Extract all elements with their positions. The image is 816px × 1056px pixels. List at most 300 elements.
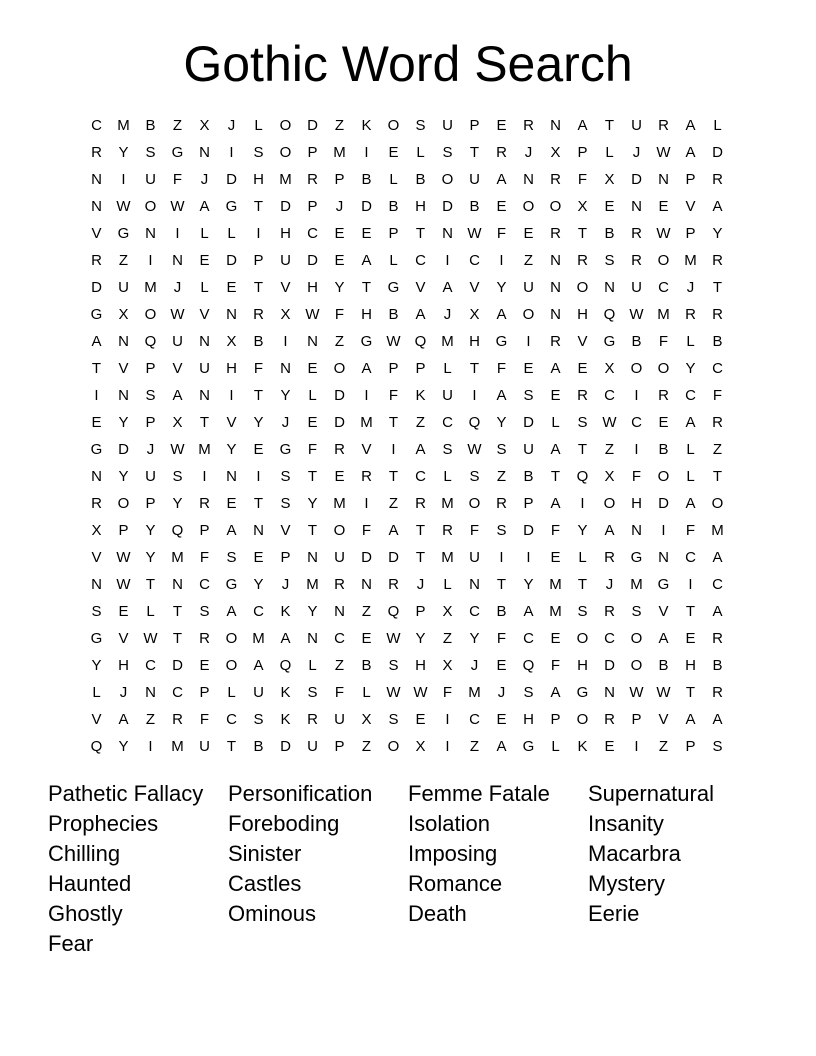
grid-letter[interactable]: M xyxy=(441,495,454,512)
grid-letter[interactable]: P xyxy=(685,738,696,755)
grid-letter[interactable]: U xyxy=(145,171,156,188)
grid-letter[interactable]: H xyxy=(577,306,588,323)
grid-letter[interactable]: X xyxy=(442,603,453,620)
grid-letter[interactable]: C xyxy=(91,117,102,134)
grid-letter[interactable]: Y xyxy=(91,657,102,674)
grid-letter[interactable]: W xyxy=(629,684,644,701)
grid-letter[interactable]: M xyxy=(198,441,211,458)
grid-letter[interactable]: B xyxy=(658,657,669,674)
grid-letter[interactable]: R xyxy=(91,252,102,269)
grid-letter[interactable]: V xyxy=(226,414,237,431)
grid-letter[interactable]: U xyxy=(145,468,156,485)
grid-letter[interactable]: I xyxy=(580,495,585,512)
grid-letter[interactable]: G xyxy=(522,738,535,755)
grid-letter[interactable]: N xyxy=(199,144,210,161)
grid-letter[interactable]: A xyxy=(442,279,453,296)
grid-letter[interactable]: Z xyxy=(172,117,183,134)
grid-letter[interactable]: D xyxy=(91,279,102,296)
grid-letter[interactable]: Y xyxy=(172,495,183,512)
grid-letter[interactable]: N xyxy=(253,522,264,539)
grid-letter[interactable]: D xyxy=(226,171,237,188)
grid-letter[interactable]: X xyxy=(604,468,615,485)
grid-letter[interactable]: O xyxy=(333,360,346,377)
grid-letter[interactable]: T xyxy=(253,387,264,404)
grid-letter[interactable]: Z xyxy=(334,657,345,674)
grid-letter[interactable]: L xyxy=(227,225,236,242)
grid-letter[interactable]: R xyxy=(604,603,615,620)
grid-letter[interactable]: T xyxy=(604,117,615,134)
grid-letter[interactable]: E xyxy=(253,441,264,458)
grid-letter[interactable]: O xyxy=(144,306,157,323)
grid-letter[interactable]: W xyxy=(170,441,185,458)
grid-letter[interactable]: L xyxy=(443,360,452,377)
grid-letter[interactable]: L xyxy=(416,144,425,161)
grid-letter[interactable]: N xyxy=(442,225,453,242)
grid-letter[interactable]: J xyxy=(173,279,182,296)
grid-letter[interactable]: E xyxy=(199,657,210,674)
grid-letter[interactable]: F xyxy=(631,468,642,485)
grid-letter[interactable]: A xyxy=(361,360,372,377)
grid-letter[interactable]: W xyxy=(467,225,482,242)
grid-letter[interactable]: P xyxy=(145,414,156,431)
grid-letter[interactable]: I xyxy=(472,387,477,404)
grid-letter[interactable]: Q xyxy=(144,333,157,350)
grid-letter[interactable]: P xyxy=(253,252,264,269)
grid-letter[interactable]: D xyxy=(712,144,723,161)
grid-letter[interactable]: O xyxy=(279,144,292,161)
grid-letter[interactable]: N xyxy=(172,252,183,269)
grid-letter[interactable]: A xyxy=(658,630,669,647)
grid-letter[interactable]: H xyxy=(577,657,588,674)
grid-letter[interactable]: W xyxy=(656,684,671,701)
grid-letter[interactable]: I xyxy=(499,549,504,566)
grid-letter[interactable]: O xyxy=(576,630,589,647)
grid-letter[interactable]: N xyxy=(172,576,183,593)
grid-letter[interactable]: W xyxy=(656,144,671,161)
grid-letter[interactable]: I xyxy=(256,225,261,242)
grid-letter[interactable]: R xyxy=(658,117,669,134)
grid-letter[interactable]: H xyxy=(226,360,237,377)
grid-letter[interactable]: N xyxy=(118,333,129,350)
grid-letter[interactable]: T xyxy=(253,279,264,296)
grid-letter[interactable]: A xyxy=(604,522,615,539)
grid-letter[interactable]: S xyxy=(145,144,156,161)
grid-letter[interactable]: Z xyxy=(442,630,453,647)
grid-letter[interactable]: A xyxy=(226,522,237,539)
grid-letter[interactable]: U xyxy=(442,387,453,404)
grid-letter[interactable]: V xyxy=(91,225,102,242)
grid-letter[interactable]: F xyxy=(442,684,453,701)
grid-letter[interactable]: Z xyxy=(415,414,426,431)
grid-letter[interactable]: A xyxy=(496,306,507,323)
grid-letter[interactable]: W xyxy=(116,198,131,215)
grid-letter[interactable]: O xyxy=(657,360,670,377)
grid-letter[interactable]: M xyxy=(630,576,643,593)
grid-letter[interactable]: W xyxy=(116,549,131,566)
grid-letter[interactable]: L xyxy=(443,468,452,485)
grid-letter[interactable]: D xyxy=(631,171,642,188)
grid-letter[interactable]: D xyxy=(361,549,372,566)
grid-letter[interactable]: B xyxy=(388,198,399,215)
grid-letter[interactable]: P xyxy=(631,711,642,728)
grid-letter[interactable]: P xyxy=(415,603,426,620)
grid-letter[interactable]: Y xyxy=(145,549,156,566)
grid-letter[interactable]: C xyxy=(658,279,669,296)
grid-letter[interactable]: E xyxy=(550,630,561,647)
grid-letter[interactable]: I xyxy=(121,171,126,188)
grid-letter[interactable]: R xyxy=(334,576,345,593)
grid-letter[interactable]: G xyxy=(90,630,103,647)
grid-letter[interactable]: C xyxy=(442,414,453,431)
grid-letter[interactable]: F xyxy=(550,522,561,539)
grid-letter[interactable]: J xyxy=(281,414,290,431)
grid-letter[interactable]: M xyxy=(684,252,697,269)
grid-letter[interactable]: L xyxy=(200,225,209,242)
grid-letter[interactable]: S xyxy=(442,441,453,458)
grid-letter[interactable]: F xyxy=(334,306,345,323)
grid-letter[interactable]: E xyxy=(496,711,507,728)
grid-letter[interactable]: S xyxy=(280,495,291,512)
grid-letter[interactable]: J xyxy=(470,657,479,674)
grid-letter[interactable]: R xyxy=(361,468,372,485)
grid-letter[interactable]: I xyxy=(634,387,639,404)
grid-letter[interactable]: R xyxy=(550,333,561,350)
grid-letter[interactable]: G xyxy=(171,144,184,161)
grid-letter[interactable]: T xyxy=(685,603,696,620)
grid-letter[interactable]: G xyxy=(630,549,643,566)
grid-letter[interactable]: Y xyxy=(712,225,723,242)
grid-letter[interactable]: R xyxy=(604,549,615,566)
grid-letter[interactable]: V xyxy=(280,279,291,296)
grid-letter[interactable]: F xyxy=(334,684,345,701)
grid-letter[interactable]: G xyxy=(117,225,130,242)
grid-letter[interactable]: M xyxy=(360,414,373,431)
grid-letter[interactable]: R xyxy=(550,225,561,242)
grid-letter[interactable]: N xyxy=(199,387,210,404)
grid-letter[interactable]: G xyxy=(576,684,589,701)
grid-letter[interactable]: V xyxy=(172,360,183,377)
grid-letter[interactable]: C xyxy=(415,468,426,485)
grid-letter[interactable]: K xyxy=(577,738,588,755)
grid-letter[interactable]: R xyxy=(523,117,534,134)
grid-letter[interactable]: D xyxy=(334,387,345,404)
grid-letter[interactable]: I xyxy=(634,441,639,458)
grid-letter[interactable]: Z xyxy=(469,738,480,755)
grid-letter[interactable]: L xyxy=(308,657,317,674)
grid-letter[interactable]: I xyxy=(364,495,369,512)
grid-letter[interactable]: C xyxy=(334,630,345,647)
grid-letter[interactable]: E xyxy=(334,252,345,269)
grid-letter[interactable]: S xyxy=(91,603,102,620)
grid-letter[interactable]: D xyxy=(658,495,669,512)
grid-letter[interactable]: W xyxy=(413,684,428,701)
grid-letter[interactable]: N xyxy=(631,522,642,539)
grid-letter[interactable]: I xyxy=(634,738,639,755)
grid-letter[interactable]: J xyxy=(335,198,344,215)
grid-letter[interactable]: C xyxy=(469,711,480,728)
grid-letter[interactable]: R xyxy=(685,306,696,323)
grid-letter[interactable]: J xyxy=(416,576,425,593)
grid-letter[interactable]: K xyxy=(280,603,291,620)
grid-letter[interactable]: A xyxy=(712,549,723,566)
grid-letter[interactable]: B xyxy=(361,171,372,188)
grid-letter[interactable]: I xyxy=(94,387,99,404)
grid-letter[interactable]: S xyxy=(631,603,642,620)
grid-letter[interactable]: W xyxy=(116,576,131,593)
grid-letter[interactable]: U xyxy=(199,360,210,377)
grid-letter[interactable]: K xyxy=(280,711,291,728)
grid-letter[interactable]: A xyxy=(712,711,723,728)
grid-letter[interactable]: V xyxy=(685,198,696,215)
grid-letter[interactable]: F xyxy=(361,522,372,539)
grid-letter[interactable]: E xyxy=(226,279,237,296)
grid-letter[interactable]: B xyxy=(253,738,264,755)
grid-letter[interactable]: L xyxy=(254,117,263,134)
grid-letter[interactable]: N xyxy=(226,306,237,323)
grid-letter[interactable]: Q xyxy=(279,657,292,674)
grid-letter[interactable]: T xyxy=(712,279,723,296)
grid-letter[interactable]: B xyxy=(658,441,669,458)
grid-letter[interactable]: A xyxy=(685,414,696,431)
grid-letter[interactable]: G xyxy=(657,576,670,593)
grid-letter[interactable]: R xyxy=(712,684,723,701)
grid-letter[interactable]: B xyxy=(145,117,156,134)
grid-letter[interactable]: T xyxy=(685,684,696,701)
grid-letter[interactable]: P xyxy=(145,360,156,377)
grid-letter[interactable]: E xyxy=(307,414,318,431)
grid-letter[interactable]: G xyxy=(603,333,616,350)
grid-letter[interactable]: B xyxy=(388,306,399,323)
grid-letter[interactable]: G xyxy=(279,441,292,458)
grid-letter[interactable]: M xyxy=(144,279,157,296)
grid-letter[interactable]: Z xyxy=(361,738,372,755)
grid-letter[interactable]: T xyxy=(415,522,426,539)
grid-letter[interactable]: O xyxy=(630,360,643,377)
grid-letter[interactable]: P xyxy=(469,117,480,134)
grid-letter[interactable]: Y xyxy=(685,360,696,377)
grid-letter[interactable]: N xyxy=(550,252,561,269)
grid-letter[interactable]: R xyxy=(334,441,345,458)
grid-letter[interactable]: B xyxy=(523,468,534,485)
grid-letter[interactable]: R xyxy=(172,711,183,728)
grid-letter[interactable]: C xyxy=(307,225,318,242)
grid-letter[interactable]: X xyxy=(118,306,129,323)
grid-letter[interactable]: E xyxy=(523,225,534,242)
grid-letter[interactable]: K xyxy=(361,117,372,134)
grid-letter[interactable]: K xyxy=(280,684,291,701)
grid-letter[interactable]: T xyxy=(388,468,399,485)
grid-letter[interactable]: F xyxy=(712,387,723,404)
grid-letter[interactable]: D xyxy=(334,414,345,431)
grid-letter[interactable]: Y xyxy=(280,387,291,404)
grid-letter[interactable]: E xyxy=(334,225,345,242)
grid-letter[interactable]: G xyxy=(360,333,373,350)
grid-letter[interactable]: S xyxy=(415,117,426,134)
grid-letter[interactable]: S xyxy=(577,603,588,620)
grid-letter[interactable]: F xyxy=(496,360,507,377)
grid-letter[interactable]: E xyxy=(199,252,210,269)
grid-letter[interactable]: N xyxy=(91,198,102,215)
grid-letter[interactable]: B xyxy=(604,225,615,242)
grid-letter[interactable]: I xyxy=(445,711,450,728)
grid-letter[interactable]: Z xyxy=(604,441,615,458)
grid-letter[interactable]: Z xyxy=(118,252,129,269)
grid-letter[interactable]: M xyxy=(279,171,292,188)
grid-letter[interactable]: R xyxy=(712,630,723,647)
grid-letter[interactable]: D xyxy=(307,252,318,269)
grid-letter[interactable]: E xyxy=(496,117,507,134)
grid-letter[interactable]: M xyxy=(117,117,130,134)
grid-letter[interactable]: M xyxy=(468,684,481,701)
grid-letter[interactable]: Y xyxy=(469,630,480,647)
grid-letter[interactable]: N xyxy=(145,684,156,701)
grid-letter[interactable]: G xyxy=(387,279,400,296)
grid-letter[interactable]: E xyxy=(550,387,561,404)
grid-letter[interactable]: B xyxy=(712,333,723,350)
grid-letter[interactable]: A xyxy=(685,144,696,161)
grid-letter[interactable]: H xyxy=(280,225,291,242)
grid-letter[interactable]: A xyxy=(523,603,534,620)
grid-letter[interactable]: Q xyxy=(387,603,400,620)
grid-letter[interactable]: C xyxy=(604,387,615,404)
grid-letter[interactable]: O xyxy=(441,171,454,188)
grid-letter[interactable]: R xyxy=(388,576,399,593)
grid-letter[interactable]: L xyxy=(686,468,695,485)
grid-letter[interactable]: U xyxy=(523,279,534,296)
grid-letter[interactable]: Y xyxy=(307,495,318,512)
grid-letter[interactable]: U xyxy=(172,333,183,350)
grid-letter[interactable]: O xyxy=(630,630,643,647)
grid-letter[interactable]: H xyxy=(415,657,426,674)
grid-letter[interactable]: W xyxy=(143,630,158,647)
grid-letter[interactable]: B xyxy=(415,171,426,188)
grid-letter[interactable]: H xyxy=(361,306,372,323)
grid-letter[interactable]: H xyxy=(253,171,264,188)
grid-letter[interactable]: L xyxy=(92,684,101,701)
grid-letter[interactable]: Q xyxy=(468,414,481,431)
grid-letter[interactable]: M xyxy=(657,306,670,323)
grid-letter[interactable]: F xyxy=(685,522,696,539)
grid-letter[interactable]: D xyxy=(118,441,129,458)
grid-letter[interactable]: S xyxy=(712,738,723,755)
grid-letter[interactable]: E xyxy=(307,360,318,377)
grid-letter[interactable]: S xyxy=(199,603,210,620)
grid-letter[interactable]: Q xyxy=(522,657,535,674)
grid-letter[interactable]: P xyxy=(577,144,588,161)
grid-letter[interactable]: H xyxy=(685,657,696,674)
grid-letter[interactable]: Y xyxy=(226,441,237,458)
grid-letter[interactable]: W xyxy=(629,306,644,323)
grid-letter[interactable]: P xyxy=(145,495,156,512)
grid-letter[interactable]: Z xyxy=(388,495,399,512)
grid-letter[interactable]: Z xyxy=(145,711,156,728)
grid-letter[interactable]: O xyxy=(225,630,238,647)
grid-letter[interactable]: U xyxy=(469,549,480,566)
grid-letter[interactable]: A xyxy=(496,738,507,755)
grid-letter[interactable]: F xyxy=(658,333,669,350)
grid-letter[interactable]: R xyxy=(91,144,102,161)
grid-letter[interactable]: R xyxy=(442,522,453,539)
grid-letter[interactable]: N xyxy=(91,576,102,593)
grid-letter[interactable]: V xyxy=(469,279,480,296)
grid-letter[interactable]: S xyxy=(523,684,534,701)
grid-letter[interactable]: N xyxy=(631,198,642,215)
grid-letter[interactable]: P xyxy=(685,225,696,242)
grid-letter[interactable]: J xyxy=(524,144,533,161)
grid-letter[interactable]: C xyxy=(469,252,480,269)
grid-letter[interactable]: O xyxy=(657,468,670,485)
grid-letter[interactable]: A xyxy=(550,684,561,701)
grid-letter[interactable]: A xyxy=(550,495,561,512)
grid-letter[interactable]: X xyxy=(172,414,183,431)
grid-letter[interactable]: W xyxy=(386,630,401,647)
grid-letter[interactable]: N xyxy=(307,333,318,350)
grid-letter[interactable]: M xyxy=(252,630,265,647)
grid-letter[interactable]: Y xyxy=(118,738,129,755)
grid-letter[interactable]: D xyxy=(442,198,453,215)
grid-letter[interactable]: A xyxy=(577,117,588,134)
grid-letter[interactable]: F xyxy=(172,171,183,188)
grid-letter[interactable]: C xyxy=(685,387,696,404)
grid-letter[interactable]: S xyxy=(145,387,156,404)
grid-letter[interactable]: W xyxy=(467,441,482,458)
grid-letter[interactable]: H xyxy=(523,711,534,728)
grid-letter[interactable]: W xyxy=(170,198,185,215)
grid-letter[interactable]: N xyxy=(469,576,480,593)
grid-letter[interactable]: S xyxy=(388,711,399,728)
grid-letter[interactable]: V xyxy=(361,441,372,458)
grid-letter[interactable]: L xyxy=(389,252,398,269)
grid-letter[interactable]: D xyxy=(280,198,291,215)
grid-letter[interactable]: X xyxy=(91,522,102,539)
grid-letter[interactable]: A xyxy=(415,441,426,458)
grid-letter[interactable]: I xyxy=(445,738,450,755)
grid-letter[interactable]: O xyxy=(522,306,535,323)
grid-letter[interactable]: G xyxy=(90,306,103,323)
grid-letter[interactable]: I xyxy=(202,468,207,485)
grid-letter[interactable]: U xyxy=(469,171,480,188)
grid-letter[interactable]: I xyxy=(175,225,180,242)
grid-letter[interactable]: R xyxy=(712,414,723,431)
grid-letter[interactable]: E xyxy=(658,414,669,431)
grid-letter[interactable]: D xyxy=(523,522,534,539)
grid-letter[interactable]: N xyxy=(550,117,561,134)
grid-letter[interactable]: E xyxy=(361,225,372,242)
grid-letter[interactable]: S xyxy=(280,468,291,485)
grid-letter[interactable]: Q xyxy=(171,522,184,539)
grid-letter[interactable]: O xyxy=(144,198,157,215)
grid-letter[interactable]: U xyxy=(334,711,345,728)
grid-letter[interactable]: R xyxy=(496,495,507,512)
grid-letter[interactable]: R xyxy=(415,495,426,512)
grid-letter[interactable]: N xyxy=(91,468,102,485)
grid-letter[interactable]: C xyxy=(199,576,210,593)
grid-letter[interactable]: A xyxy=(685,117,696,134)
grid-letter[interactable]: O xyxy=(630,657,643,674)
grid-letter[interactable]: J xyxy=(605,576,614,593)
grid-letter[interactable]: X xyxy=(199,117,210,134)
grid-letter[interactable]: G xyxy=(225,576,238,593)
grid-letter[interactable]: E xyxy=(523,360,534,377)
grid-letter[interactable]: V xyxy=(577,333,588,350)
grid-letter[interactable]: S xyxy=(496,522,507,539)
grid-letter[interactable]: W xyxy=(656,225,671,242)
grid-letter[interactable]: P xyxy=(388,225,399,242)
grid-letter[interactable]: X xyxy=(280,306,291,323)
grid-letter[interactable]: Z xyxy=(496,468,507,485)
grid-letter[interactable]: S xyxy=(577,414,588,431)
grid-letter[interactable]: M xyxy=(333,144,346,161)
